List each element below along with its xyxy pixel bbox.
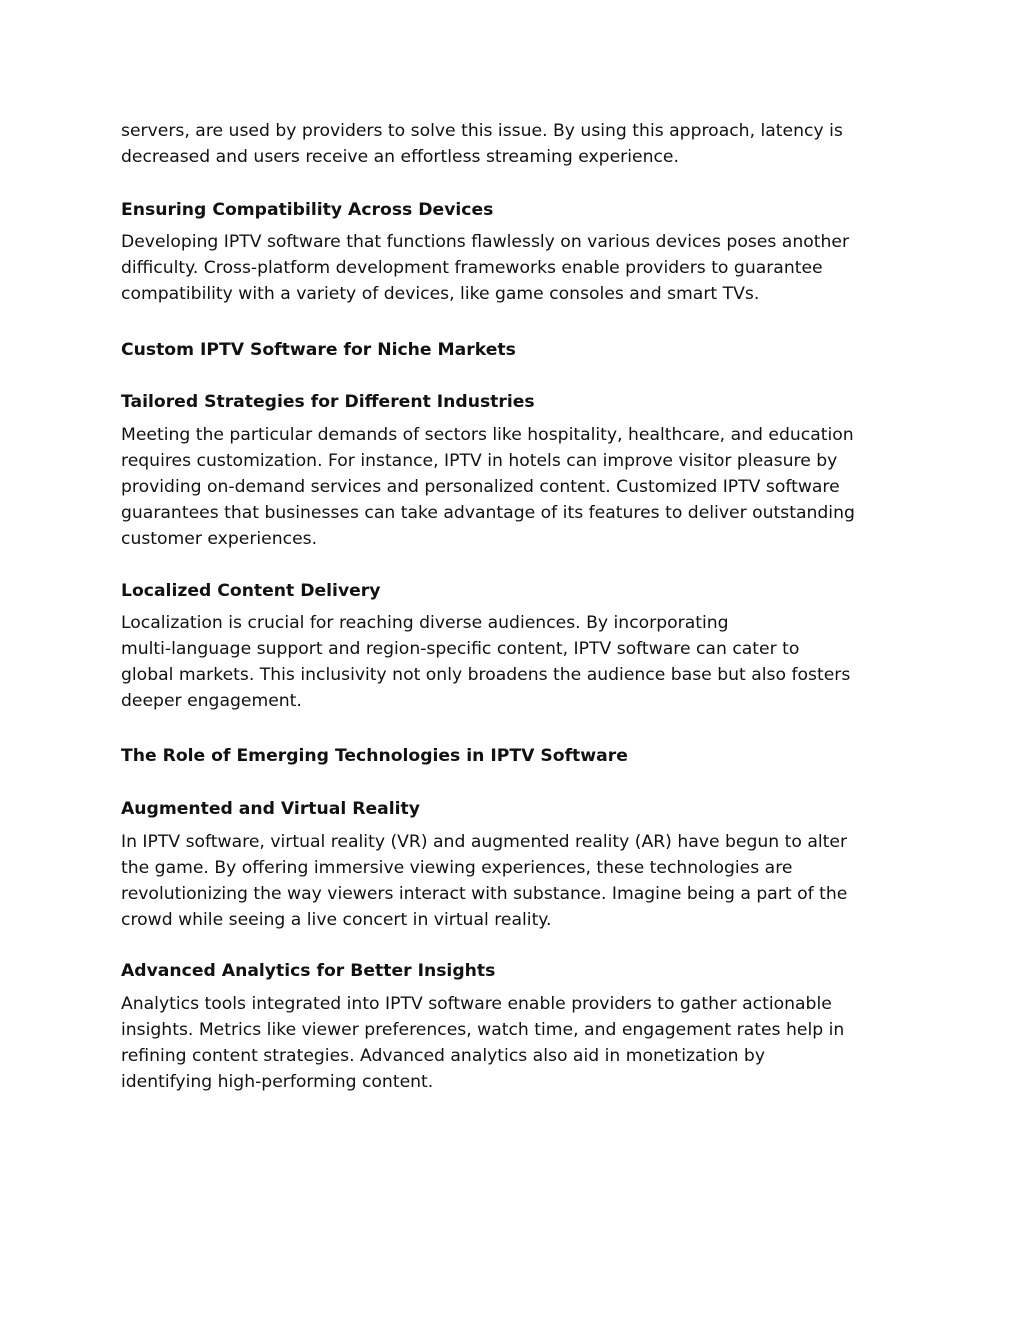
paragraph-line: Developing IPTV software that functions flawlessly on various devices poses another [121,232,850,252]
compatibility-heading: Ensuring Compatibility Across Devices [121,200,494,220]
intro-paragraph [121,118,911,170]
compatibility-paragraph [121,229,911,307]
paragraph-line: multi-language support and region-specific content, IPTV software can cater to [121,639,800,659]
tailored-heading: Tailored Strategies for Different Industries [121,392,535,412]
paragraph-line: providing on-demand services and personalized content. Customized IPTV software [121,477,840,497]
paragraph-line: refining content strategies. Advanced analytics also aid in monetization by [121,1046,766,1066]
paragraph-line: global markets. This inclusivity not only broadens the audience base but also fosters [121,665,851,685]
paragraph-line: difficulty. Cross-platform development frameworks enable providers to guarantee [121,258,823,278]
niche-section-heading: Custom IPTV Software for Niche Markets [121,340,516,360]
localized-heading: Localized Content Delivery [121,581,381,601]
ar-vr-heading: Augmented and Virtual Reality [121,799,420,819]
tailored-paragraph [121,422,911,552]
paragraph-line: identifying high-performing content. [121,1072,434,1092]
ar-vr-paragraph [121,829,911,933]
paragraph-line: revolutionizing the way viewers interact with substance. Imagine being a part of the [121,884,848,904]
paragraph-line: requires customization. For instance, IPTV in hotels can improve visitor pleasure by [121,451,838,471]
paragraph-line: guarantees that businesses can take advantage of its features to deliver outstanding [121,503,855,523]
paragraph-line: servers, are used by providers to solve this issue. By using this approach, latency is [121,121,843,141]
paragraph-line: compatibility with a variety of devices, like game consoles and smart TVs. [121,284,760,304]
paragraph-line: crowd while seeing a live concert in virtual reality. [121,910,552,930]
paragraph-line: Localization is crucial for reaching diverse audiences. By incorporating [121,613,729,633]
emerging-section-heading: The Role of Emerging Technologies in IPTV Software [121,746,628,766]
paragraph-line: the game. By offering immersive viewing experiences, these technologies are [121,858,793,878]
paragraph-line: Meeting the particular demands of sectors like hospitality, healthcare, and education [121,425,854,445]
localized-paragraph [121,610,911,714]
paragraph-line: deeper engagement. [121,691,302,711]
paragraph-line: In IPTV software, virtual reality (VR) and augmented reality (AR) have begun to alter [121,832,848,852]
analytics-paragraph [121,991,911,1095]
paragraph-line: Analytics tools integrated into IPTV software enable providers to gather actionable [121,994,832,1014]
paragraph-line: customer experiences. [121,529,318,549]
paragraph-line: insights. Metrics like viewer preferences, watch time, and engagement rates help in [121,1020,845,1040]
analytics-heading: Advanced Analytics for Better Insights [121,961,496,981]
paragraph-line: decreased and users receive an effortless streaming experience. [121,147,679,167]
